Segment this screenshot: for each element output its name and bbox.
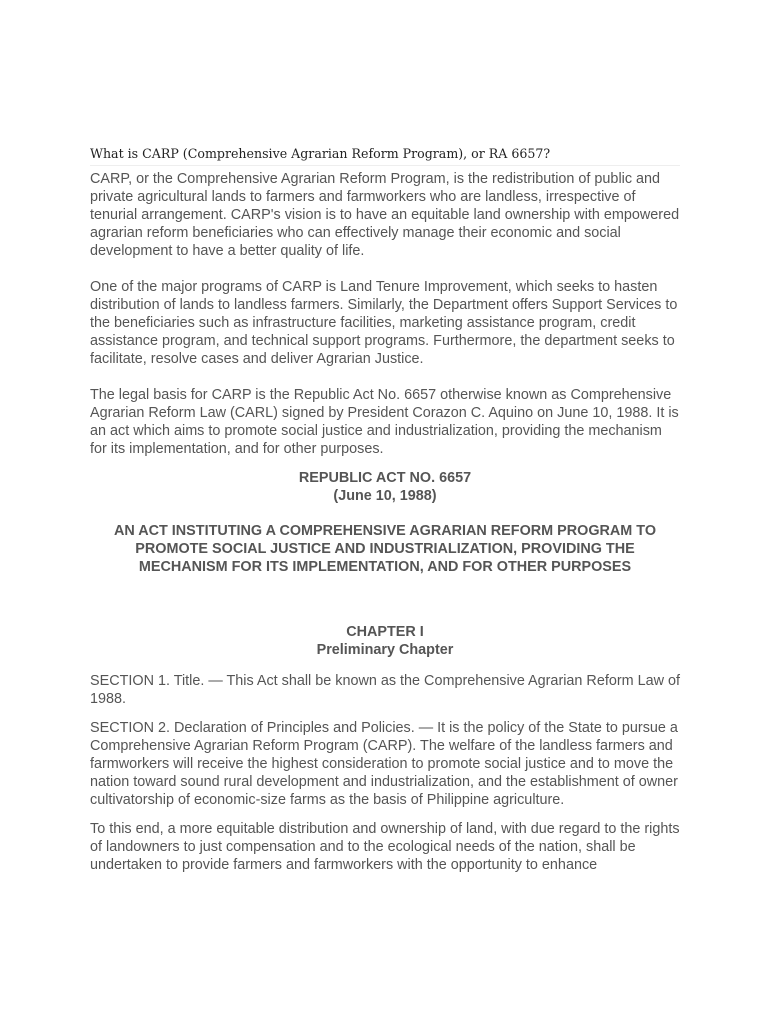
chapter-name: Preliminary Chapter (316, 642, 454, 658)
act-long-title-block (90, 522, 680, 576)
chapter-number: CHAPTER I (346, 624, 424, 640)
section-2: SECTION 2. Declaration of Principles and Policies. — It is the policy of the State to pursue a Comprehensive Agrarian Reform Program (CARP). The welfare of the landless farmers and farmworkers will receive the highest consideration to promote social justice and to move the nation toward sound rural development and industrialization, and the establishment of owner cultivatorship of economic-size farms as the basis of Philippine agriculture. (90, 720, 678, 808)
section-2-continued: To this end, a more equitable distribution and ownership of land, with due regard to the rights of landowners to just compensation and to the ecological needs of the nation, shall be undertaken to provide farmers and farmworkers with the opportunity to enhance (90, 821, 680, 873)
intro-paragraph-3: The legal basis for CARP is the Republic Act No. 6657 otherwise known as Comprehensive Agrarian Reform Law (CARL) signed by President Corazon C. Aquino on June 10, 1988. It is an act which aims to promote social justice and industrialization, providing the mechanism for its implementation, and for other purposes. (90, 387, 679, 457)
intro-paragraph-2: One of the major programs of CARP is Land Tenure Improvement, which seeks to hasten distribution of lands to landless farmers. Similarly, the Department offers Support Services to the beneficiaries such as infrastructure facilities, marketing assistance program, credit assistance program, and technical support programs. Furthermore, the department seeks to facilitate, resolve cases and deliver Agrarian Justice. (90, 279, 678, 367)
intro-paragraph-1: CARP, or the Comprehensive Agrarian Reform Program, is the redistribution of public and private agricultural lands to farmers and farmworkers who are landless, irrespective of tenurial arrangement. CARP's vision is to have an equitable land ownership with empowered agrarian reform beneficiaries who can effectively manage their economic and social development to have a better quality of life. (90, 171, 680, 259)
section-1: SECTION 1. Title. — This Act shall be known as the Comprehensive Agrarian Reform Law of 1988. (90, 673, 681, 707)
act-date: (June 10, 1988) (333, 488, 437, 504)
act-number: REPUBLIC ACT NO. 6657 (298, 470, 472, 486)
document-page (90, 145, 680, 885)
document-title: What is CARP (Comprehensive Agrarian Reform Program), or RA 6657? (90, 145, 680, 166)
chapter-heading (90, 623, 680, 659)
act-long-title: AN ACT INSTITUTING A COMPREHENSIVE AGRARIAN REFORM PROGRAM TO PROMOTE SOCIAL JUSTICE AND INDUSTRIALIZATION, PROVIDING THE MECHANISM FOR ITS IMPLEMENTATION, AND FOR OTHER PURPOSES (113, 523, 657, 575)
act-heading (90, 469, 680, 505)
